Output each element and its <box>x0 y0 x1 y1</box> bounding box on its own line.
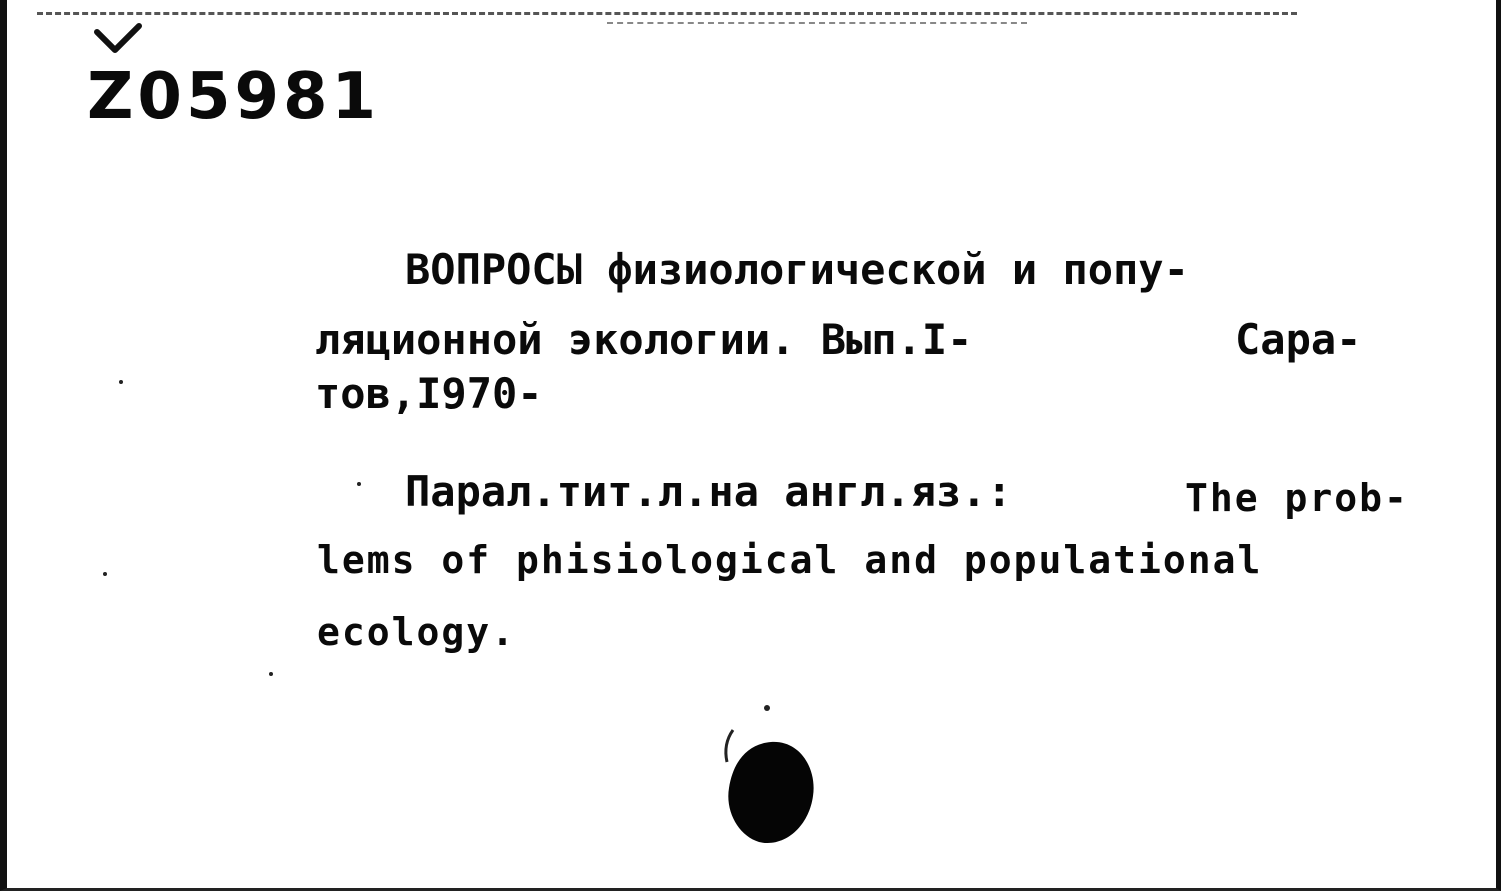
punch-hole-blot-icon <box>719 700 819 850</box>
speck <box>357 482 361 486</box>
parallel-title-label: Парал.тит.л.на англ.яз.: <box>405 467 1012 516</box>
speck <box>269 672 273 676</box>
parallel-title-start: The prob- <box>1185 476 1409 520</box>
speck <box>119 380 123 384</box>
top-perforation-line-secondary <box>607 22 1027 27</box>
check-mark-icon <box>93 22 143 62</box>
title-line-3: тов,I970- <box>315 369 543 418</box>
title-line-2: ляционной экологии. Вып.I- <box>315 315 973 364</box>
parallel-title-line-3: ecology. <box>317 610 517 654</box>
speck <box>103 572 107 576</box>
call-number: Z05981 <box>87 60 381 134</box>
place-fragment: Сара- <box>1235 315 1362 364</box>
title-line-1: ВОПРОСЫ физиологической и попу- <box>405 245 1189 294</box>
top-perforation-line <box>37 12 1297 19</box>
parallel-title-line-2: lems of phisiological and populational <box>317 538 1263 582</box>
